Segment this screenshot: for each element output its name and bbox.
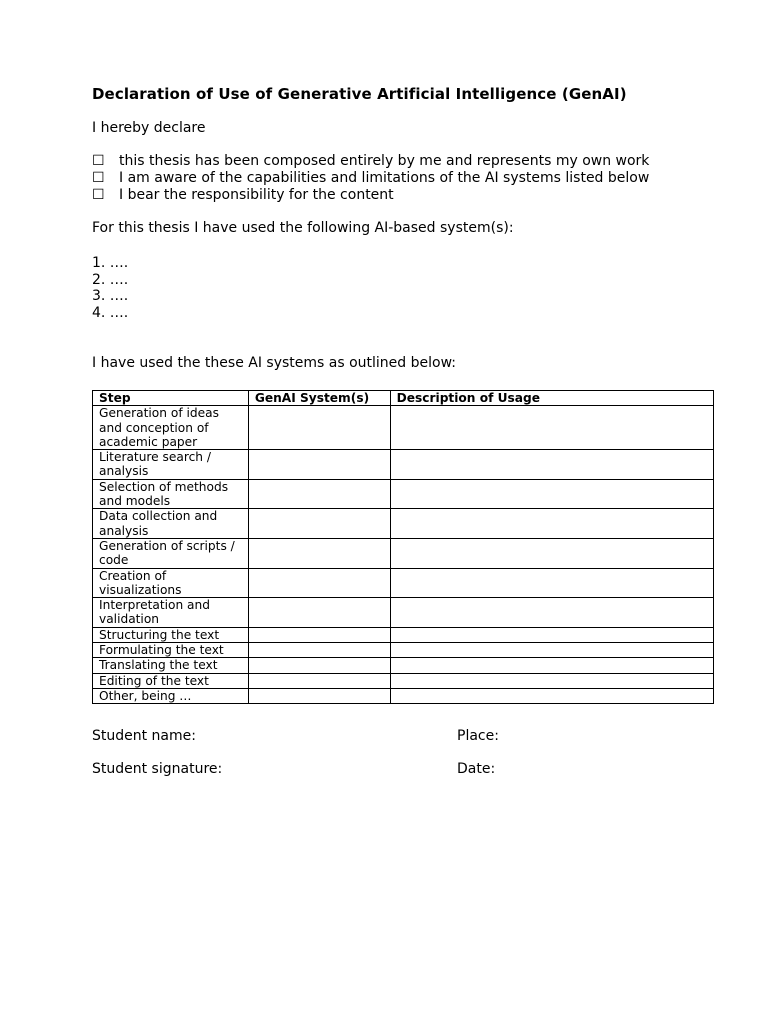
declaration-text: this thesis has been composed entirely by me and represents my own work [119, 153, 650, 169]
system-cell[interactable] [248, 538, 390, 568]
table-row [93, 450, 714, 480]
step-cell: Editing of the text [93, 673, 249, 688]
header-step: Step [93, 391, 249, 406]
table-row [93, 658, 714, 673]
table-row [93, 598, 714, 628]
step-cell: Formulating the text [93, 643, 249, 658]
table-row [93, 479, 714, 509]
description-cell[interactable] [390, 509, 713, 539]
table-header-row [93, 391, 714, 406]
system-cell[interactable] [248, 598, 390, 628]
step-cell: Literature search / analysis [93, 450, 249, 480]
system-cell[interactable] [248, 568, 390, 598]
checkbox-icon[interactable]: ☐ [92, 170, 105, 186]
table-row [93, 627, 714, 642]
step-cell: Generation of ideas and conception of academic paper [93, 406, 249, 450]
step-cell: Data collection and analysis [93, 509, 249, 539]
system-cell[interactable] [248, 406, 390, 450]
description-cell[interactable] [390, 598, 713, 628]
system-cell[interactable] [248, 627, 390, 642]
description-cell[interactable] [390, 688, 713, 703]
declaration-item [92, 153, 649, 170]
place-label: Place: [457, 728, 499, 744]
declaration-text: I bear the responsibility for the content [119, 187, 394, 203]
table-row [93, 688, 714, 703]
table-row [93, 673, 714, 688]
table-row [93, 509, 714, 539]
description-cell[interactable] [390, 479, 713, 509]
step-cell: Other, being … [93, 688, 249, 703]
usage-intro: I have used the these AI systems as outlined below: [92, 355, 456, 371]
system-cell[interactable] [248, 688, 390, 703]
date-label: Date: [457, 761, 496, 777]
step-cell: Generation of scripts / code [93, 538, 249, 568]
table-row [93, 643, 714, 658]
step-cell: Selection of methods and models [93, 479, 249, 509]
header-description: Description of Usage [390, 391, 713, 406]
system-cell[interactable] [248, 658, 390, 673]
system-cell[interactable] [248, 450, 390, 480]
ai-system-item: 1. …. [92, 255, 129, 271]
system-cell[interactable] [248, 643, 390, 658]
step-cell: Translating the text [93, 658, 249, 673]
student-signature-label: Student signature: [92, 761, 223, 777]
description-cell[interactable] [390, 538, 713, 568]
declaration-text: I am aware of the capabilities and limitations of the AI systems listed below [119, 170, 650, 186]
system-cell[interactable] [248, 509, 390, 539]
student-name-label: Student name: [92, 728, 196, 744]
checkbox-icon[interactable]: ☐ [92, 153, 105, 169]
table-row [93, 568, 714, 598]
checkbox-icon[interactable]: ☐ [92, 187, 105, 203]
document-title: Declaration of Use of Generative Artificial Intelligence (GenAI) [92, 85, 627, 103]
system-cell[interactable] [248, 479, 390, 509]
system-cell[interactable] [248, 673, 390, 688]
declaration-item [92, 187, 649, 204]
document-page [92, 0, 714, 1024]
description-cell[interactable] [390, 406, 713, 450]
step-cell: Structuring the text [93, 627, 249, 642]
ai-system-item: 3. …. [92, 288, 129, 305]
usage-table [92, 390, 714, 704]
ai-system-item: 2. …. [92, 271, 129, 288]
step-cell: Interpretation and validation [93, 598, 249, 628]
step-cell: Creation of visualizations [93, 568, 249, 598]
description-cell[interactable] [390, 673, 713, 688]
declaration-checklist [92, 153, 649, 204]
description-cell[interactable] [390, 627, 713, 642]
description-cell[interactable] [390, 658, 713, 673]
description-cell[interactable] [390, 450, 713, 480]
ai-systems-list [92, 255, 128, 322]
table-row [93, 406, 714, 450]
description-cell[interactable] [390, 643, 713, 658]
declaration-intro: I hereby declare [92, 120, 206, 136]
header-genai-systems: GenAI System(s) [248, 391, 390, 406]
systems-intro: For this thesis I have used the following AI-based system(s): [92, 220, 514, 236]
description-cell[interactable] [390, 568, 713, 598]
ai-system-item: 4. …. [92, 305, 129, 322]
declaration-item [92, 170, 649, 187]
table-row [93, 538, 714, 568]
